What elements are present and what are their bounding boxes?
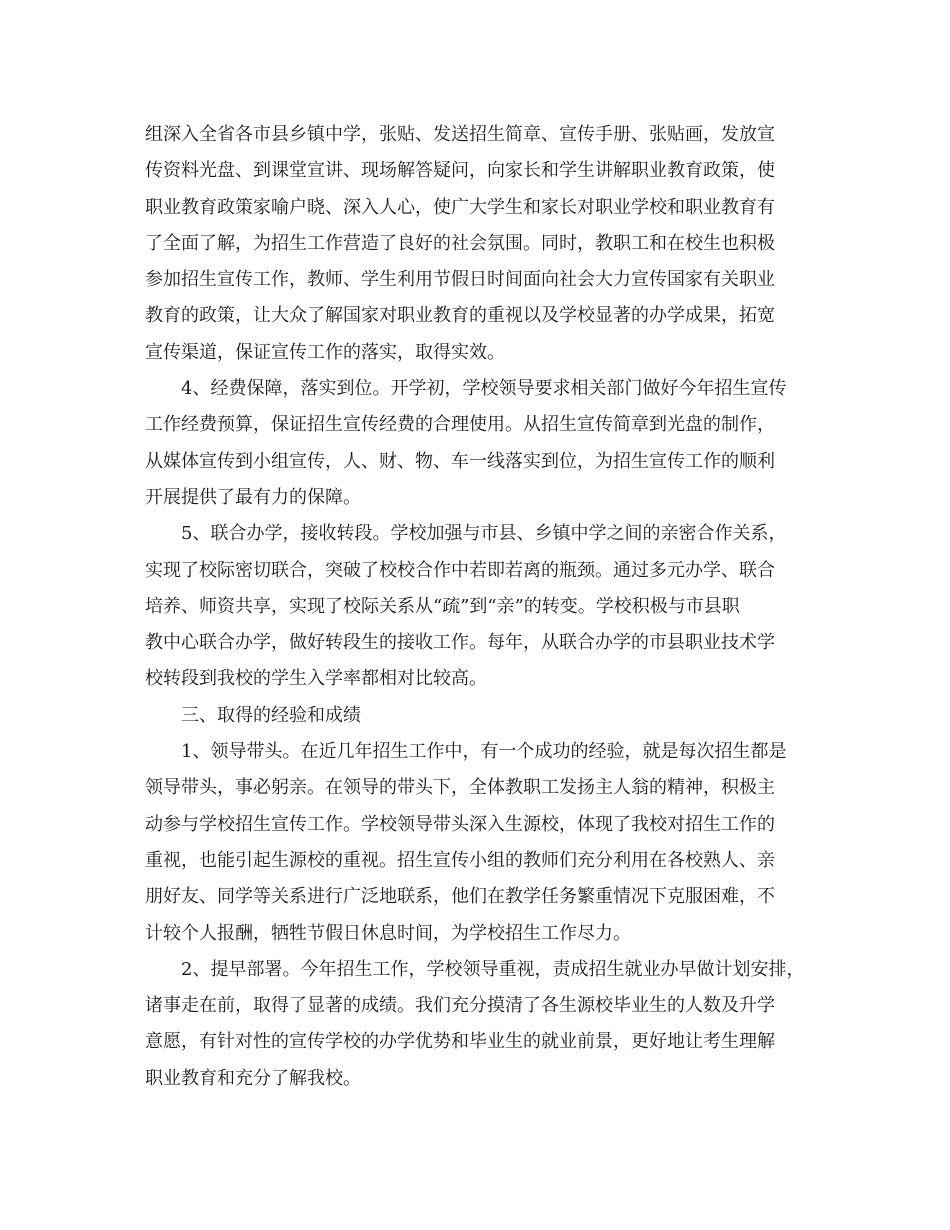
text-line: 开展提供了最有力的保障。 — [145, 486, 361, 508]
paragraph-heading-line: 5、联合办学，接收转段。学校加强与市县、乡镇中学之间的亲密合作关系， — [181, 523, 787, 545]
text-line: 组深入全省各市县乡镇中学，张贴、发送招生简章、宣传手册、张贴画，发放宣 — [145, 124, 775, 145]
text-line: 培养、师资共享，实现了校际关系从“疏”到“亲”的转变。学校积极与市县职 — [145, 595, 740, 617]
text-line: 意愿，有针对性的宣传学校的办学优势和毕业生的就业前景，更好地让考生理解 — [145, 1031, 775, 1053]
text-line: 宣传渠道，保证宣传工作的落实，取得实效。 — [145, 341, 505, 363]
text-line: 实现了校际密切联合，突破了校校合作中若即若离的瓶颈。通过多元办学、联合 — [145, 559, 775, 581]
document-body — [145, 117, 820, 1097]
text-line: 传资料光盘、到课堂宣讲、现场解答疑问，向家长和学生讲解职业教育政策，使 — [145, 160, 775, 182]
text-line: 教育的政策，让大众了解国家对职业教育的重视以及学校显著的办学成果，拓宽 — [145, 305, 775, 327]
section-heading: 三、取得的经验和成绩 — [181, 704, 361, 726]
text-line: 动参与学校招生宣传工作。学校领导带头深入生源校，体现了我校对招生工作的 — [145, 813, 775, 835]
text-line: 教中心联合办学，做好转段生的接收工作。每年，从联合办学的市县职业技术学 — [145, 632, 775, 654]
paragraph-heading-line: 2、提早部署。今年招生工作，学校领导重视，责成招生就业办早做计划安排， — [181, 958, 805, 980]
text-line: 计较个人报酬，牺牲节假日休息时间，为学校招生工作尽力。 — [145, 922, 631, 944]
text-line: 从媒体宣传到小组宣传，人、财、物、车一线落实到位，为招生宣传工作的顺利 — [145, 450, 775, 472]
text-line: 校转段到我校的学生入学率都相对比较高。 — [145, 668, 487, 690]
text-line: 诸事走在前，取得了显著的成绩。我们充分摸清了各生源校毕业生的人数及升学 — [145, 995, 775, 1017]
text-line: 职业教育和充分了解我校。 — [145, 1067, 361, 1089]
text-line: 了全面了解，为招生工作营造了良好的社会氛围。同时，教职工和在校生也积极 — [145, 232, 775, 254]
text-line: 重视，也能引起生源校的重视。招生宣传小组的教师们充分利用在各校熟人、亲 — [145, 849, 775, 871]
paragraph-heading-line: 1、领导带头。在近几年招生工作中，有一个成功的经验，就是每次招生都是 — [181, 741, 787, 763]
text-line: 工作经费预算，保证招生宣传经费的合理使用。从招生宣传简章到光盘的制作， — [145, 414, 775, 436]
text-line: 领导带头，事必躬亲。在领导的带头下，全体教职工发扬主人翁的精神，积极主 — [145, 777, 775, 799]
text-line: 参加招生宣传工作，教师、学生利用节假日时间面向社会大力宣传国家有关职业 — [145, 269, 775, 291]
paragraph-heading-line: 4、经费保障，落实到位。开学初，学校领导要求相关部门做好今年招生宣传 — [181, 378, 787, 400]
text-line: 职业教育政策家喻户晓、深入人心，使广大学生和家长对职业学校和职业教育有 — [145, 196, 775, 218]
text-line: 朋好友、同学等关系进行广泛地联系，他们在教学任务繁重情况下克服困难，不 — [145, 886, 775, 908]
